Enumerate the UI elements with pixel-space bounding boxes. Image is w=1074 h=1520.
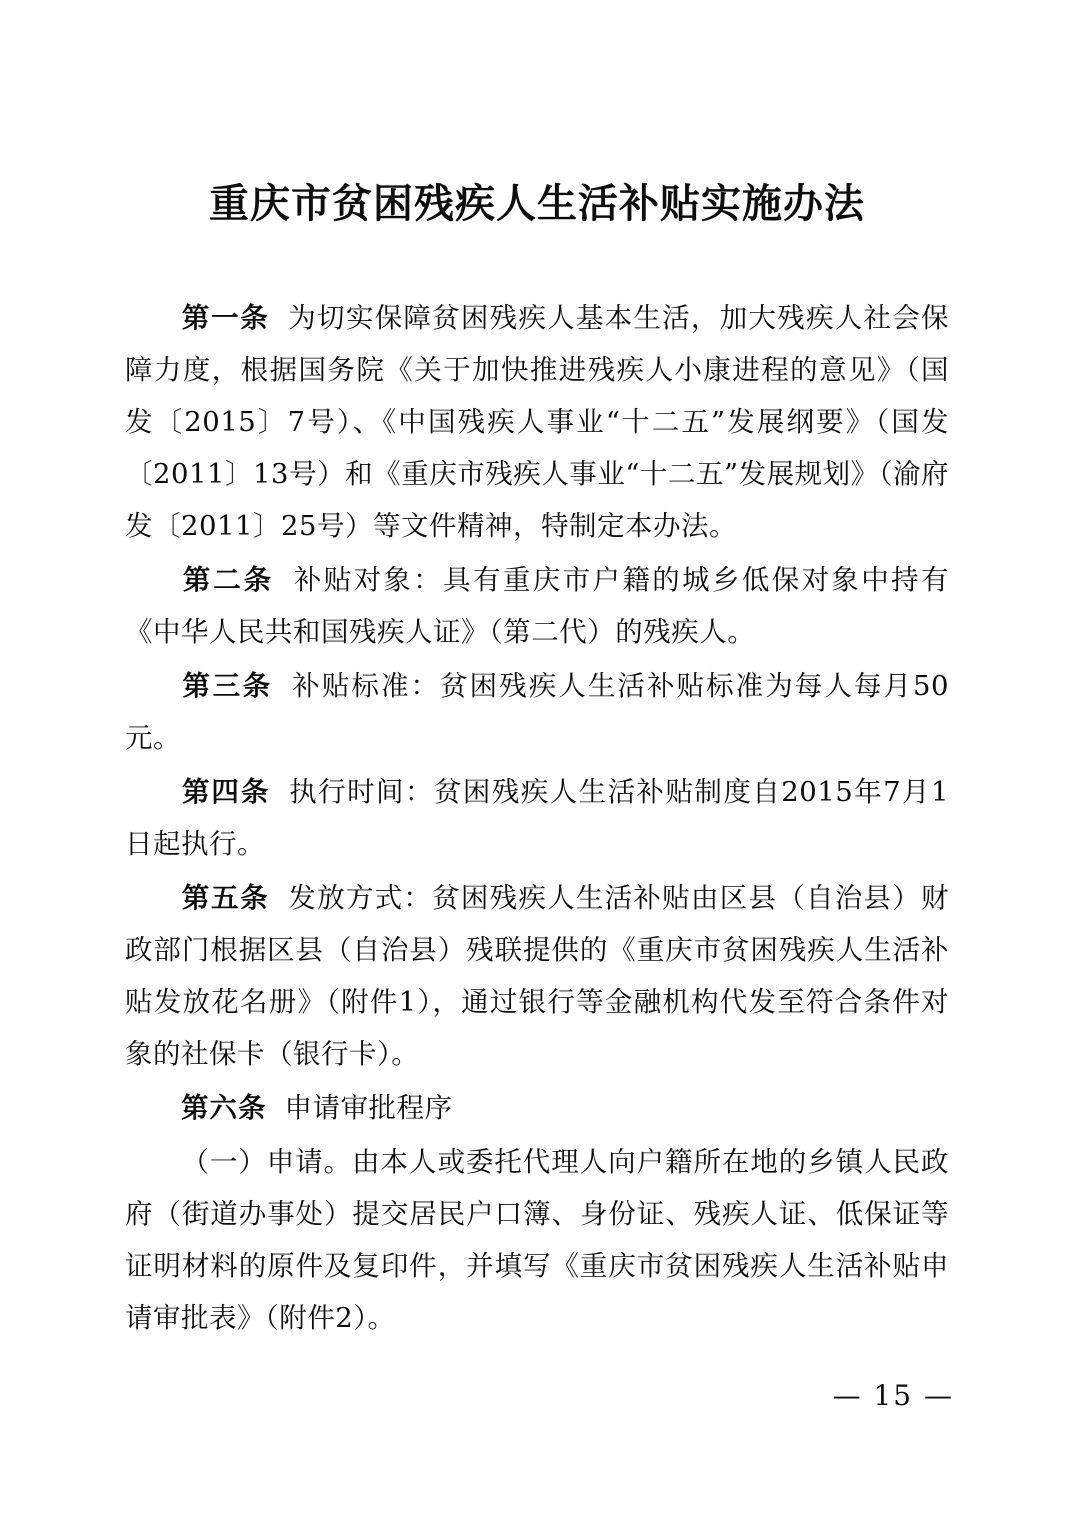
document-body (125, 292, 949, 1344)
article-number: 第四条 (181, 776, 271, 808)
paragraph-article-5 (125, 872, 949, 1080)
article-number: 第六条 (181, 1092, 267, 1124)
article-text: 为切实保障贫困残疾人基本生活，加大残疾人社会保障力度，根据国务院《关于加快推进残疾人小康进程的意见》（国发〔2015〕7号）、《中国残疾人事业“十二五”发展纲要》（国发〔2011〕13号）和《重庆市残疾人事业“十二五”发展规划》（渝府发〔2011〕25号）等文件精神，特制定本办法。 (125, 302, 950, 542)
article-number: 第三条 (181, 670, 273, 702)
article-number: 第二条 (181, 564, 274, 596)
paragraph-article-1 (125, 292, 949, 552)
paragraph-article-6 (125, 1082, 949, 1134)
article-text: 执行时间：贫困残疾人生活补贴制度自2015年7月1日起执行。 (125, 776, 950, 860)
item-text: （一）申请。由本人或委托代理人向户籍所在地的乡镇人民政府（街道办事处）提交居民户口簿、身份证、残疾人证、低保证等证明材料的原件及复印件，并填写《重庆市贫困残疾人生活补贴申请审批表》（附件2）。 (125, 1146, 949, 1334)
paragraph-article-2 (125, 554, 949, 658)
paragraph-item-1 (125, 1136, 949, 1344)
paragraph-article-3 (125, 660, 949, 764)
article-number: 第五条 (181, 882, 270, 914)
article-number: 第一条 (181, 302, 270, 334)
article-text: 补贴对象：具有重庆市户籍的城乡低保对象中持有《中华人民共和国残疾人证》（第二代）的残疾人。 (125, 564, 950, 648)
article-text: 申请审批程序 (284, 1092, 453, 1124)
paragraph-article-4 (125, 766, 949, 870)
article-text: 发放方式：贫困残疾人生活补贴由区县（自治县）财政部门根据区县（自治县）残联提供的《重庆市贫困残疾人生活补贴发放花名册》（附件1），通过银行等金融机构代发至符合条件对象的社保卡（银行卡）。 (125, 882, 950, 1070)
article-text: 补贴标准：贫困残疾人生活补贴标准为每人每月50元。 (125, 670, 949, 754)
page-title: 重庆市贫困残疾人生活补贴实施办法 (209, 180, 865, 227)
page-number: — 15 — (832, 1379, 954, 1412)
